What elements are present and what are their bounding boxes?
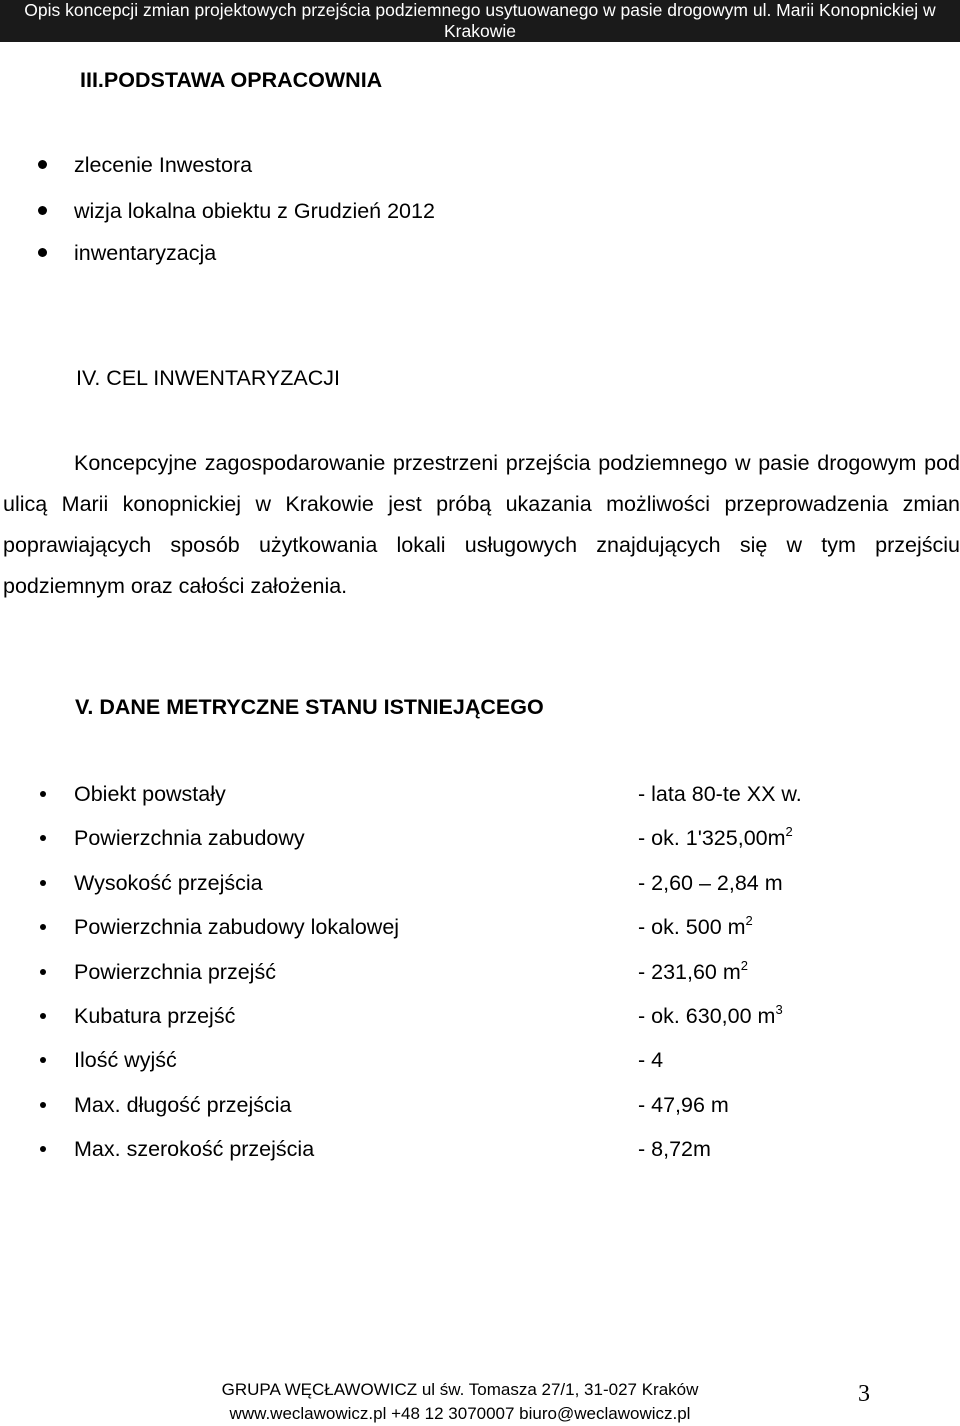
- bullet-icon: [40, 1057, 46, 1063]
- footer-contact: www.weclawowicz.pl +48 12 3070007 biuro@weclawowicz.pl: [229, 1404, 691, 1423]
- metric-value: - 47,96 m: [638, 1093, 729, 1117]
- bullet-icon: [38, 248, 47, 257]
- section4-paragraph: [3, 443, 960, 607]
- metric-value: - 8,72m: [638, 1137, 711, 1161]
- metric-label: Powierzchnia zabudowy: [74, 826, 305, 850]
- page-number: 3: [858, 1381, 870, 1407]
- metric-value: - ok. 630,00 $m^3$: [638, 1002, 783, 1028]
- metric-label: Powierzchnia przejść: [74, 960, 276, 984]
- metric-value: - 4: [638, 1048, 664, 1072]
- metric-label: Kubatura przejść: [74, 1004, 236, 1028]
- list-item-text: inwentaryzacja: [74, 241, 217, 265]
- metric-label: Wysokość przejścia: [74, 871, 263, 895]
- footer-address: GRUPA WĘCŁAWOWICZ ul św. Tomasza 27/1, 31-027 Kraków: [221, 1380, 699, 1399]
- list-item-text: wizja lokalna obiektu z Grudzień 2012: [74, 199, 435, 223]
- metric-value: - ok. 500 $m^2$: [638, 913, 753, 939]
- section3-heading: III.PODSTAWA OPRACOWNIA: [80, 68, 383, 92]
- bullet-icon: [40, 1146, 46, 1152]
- header-title-line2: Krakowie: [444, 21, 516, 41]
- bullet-icon: [40, 924, 46, 930]
- metric-value: - ok. $1'325,00m^2$: [638, 824, 793, 850]
- metric-label: Max. długość przejścia: [74, 1093, 292, 1117]
- metric-label: Ilość wyjść: [74, 1048, 177, 1072]
- section4-heading: IV. CEL INWENTARYZACJI: [76, 366, 341, 390]
- metric-value: - 231,60 $m^2$: [638, 958, 749, 984]
- section5-heading: V. DANE METRYCZNE STANU ISTNIEJĄCEGO: [75, 695, 544, 719]
- bullet-icon: [40, 835, 46, 841]
- header-title-line1: Opis koncepcji zmian projektowych przejścia podziemnego usytuowanego w pasie drogowym ul. Marii Konopnickiej w: [24, 0, 936, 20]
- bullet-icon: [38, 160, 47, 169]
- bullet-icon: [40, 1013, 46, 1019]
- running-header: [0, 0, 960, 42]
- bullet-icon: [40, 1102, 46, 1108]
- paragraph-text: Koncepcyjne zagospodarowanie przestrzeni przejścia podziemnego w pasie drogowym pod ulicą Marii konopnickiej w Krakowie jest próbą ukazania możliwości przeprowadzenia zmian poprawiających sposób użytkowania lokali usługowych znajdujących się w tym przejściu podziemnym oraz całości założenia.: [3, 451, 960, 598]
- bullet-icon: [40, 880, 46, 886]
- bullet-icon: [40, 791, 46, 797]
- metric-label: Max. szerokość przejścia: [74, 1137, 315, 1161]
- page-footer: [160, 1378, 760, 1426]
- metric-label: Obiekt powstały: [74, 782, 226, 806]
- bullet-icon: [40, 969, 46, 975]
- bullet-icon: [38, 206, 47, 215]
- metric-value: - lata 80-te XX w.: [638, 782, 802, 806]
- metric-value: - 2,60 – 2,84 m: [638, 871, 783, 895]
- metric-label: Powierzchnia zabudowy lokalowej: [74, 915, 400, 939]
- list-item-text: zlecenie Inwestora: [74, 153, 253, 177]
